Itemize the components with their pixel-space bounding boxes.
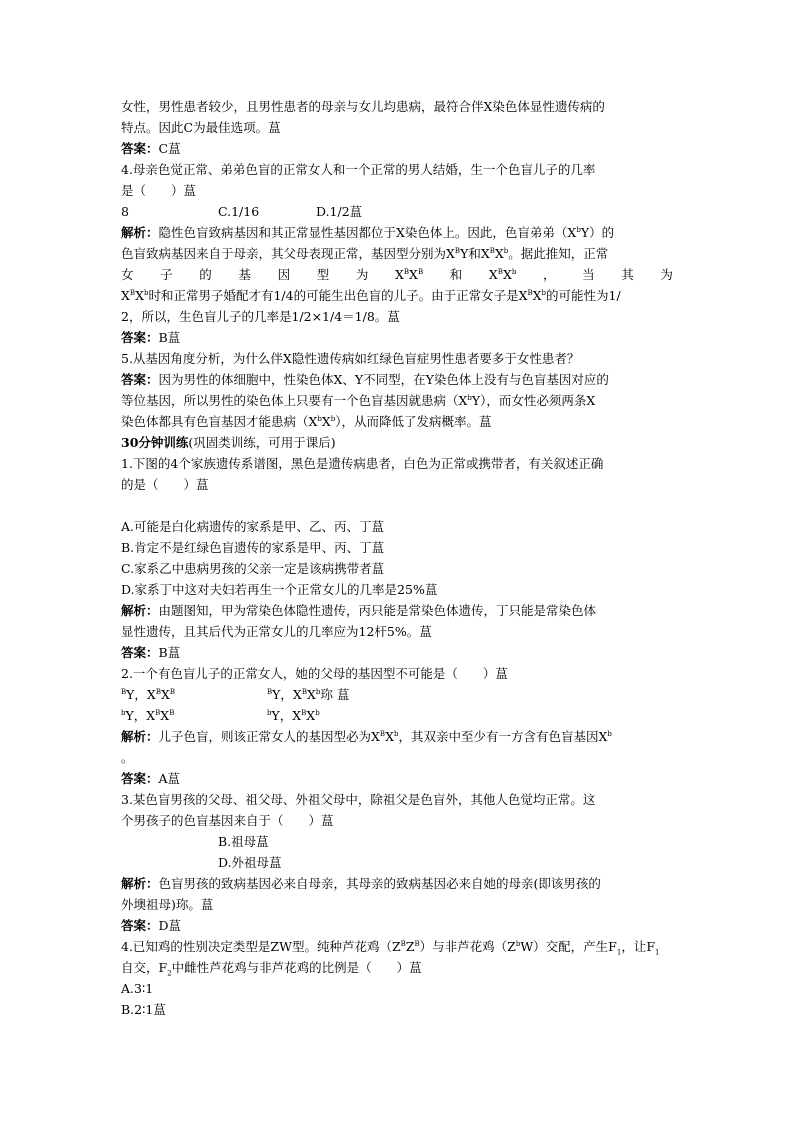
analysis-label: 解析：: [121, 603, 159, 618]
text-line: 是（ ）蒀: [121, 183, 197, 198]
text-line: 特点。因此C为最佳选项。蒀: [121, 120, 281, 135]
option-a: A.3∶1: [121, 981, 154, 996]
question-4b: 4.已知鸡的性别决定类型是ZW型。纯种芦花鸡$(Z^BZ^B)$与非芦花鸡$(Z^bW)$交配，产生$F_1$，让$F_1$: [121, 939, 660, 957]
text-line: 个男孩子的色盲基因来自于（ ）蒀: [121, 813, 334, 828]
analysis-line: 解析：儿子色盲，则该正常女人的基因型必为$X^BX^b$，其双亲中至少有一方含有色盲基因$X^b$: [121, 729, 612, 744]
text-line: 自交，$F_2$中雌性芦花鸡与非芦花鸡的比例是（ ）蒀: [121, 960, 422, 978]
text-line: 。: [121, 750, 134, 765]
text-line-justified: 女 子 的 基 因 型 为 $X^BX^B$ 和 $X^BX^b$ ， 当 其 为: [121, 267, 673, 282]
analysis-line: 解析：隐性色盲致病基因和其正常显性基因都位于X染色体上。因此，色盲弟弟$(X^bY)$的: [121, 225, 615, 240]
answer-line: 答案：C蒀: [121, 141, 181, 156]
document-page: [121, 96, 673, 1020]
options-line: $^b$Y，$X^BX^B$ $^b$Y，$X^BX^b$: [121, 708, 320, 723]
analysis-label: 解析：: [121, 729, 159, 744]
answer-label: 答案：: [121, 771, 159, 786]
text-line: 的是（ ）蒀: [121, 477, 209, 492]
analysis-label: 解析：: [121, 225, 159, 240]
question-5: 5.从基因角度分析，为什么伴X隐性遗传病如红绿色盲症男性患者要多于女性患者？: [121, 351, 580, 366]
answer-label: 答案：: [121, 918, 159, 933]
text-line: $X^BX^b$时和正常男子婚配才有1/4的可能生出色盲的儿子。由于正常女子是$X^BX^b$的可能性为1/: [121, 288, 621, 303]
answer-label: 答案：: [121, 141, 159, 156]
section-heading: 30分钟训练(巩固类训练，可用于课后): [121, 435, 336, 450]
answer-line: 答案：A蒀: [121, 771, 181, 786]
answer-line: 答案：因为男性的体细胞中，性染色体X、Y不同型，在Y染色体上没有与色盲基因对应的: [121, 372, 609, 387]
question-3: 3.某色盲男孩的父母、祖父母、外祖父母中，除祖父是色盲外，其他人色觉均正常。这: [121, 792, 596, 807]
option-d: D.外祖母蒀: [218, 855, 282, 870]
analysis-label: 解析：: [121, 876, 159, 891]
options-line: $^B$Y，$X^BX^B$ $^B$Y，$X^BX^b$珎 蒀: [121, 687, 350, 702]
analysis-line: 解析：由题图知，甲为常染色体隐性遗传，丙只能是常染色体遗传，丁只能是常染色体: [121, 603, 597, 618]
text-line: 染色体都具有色盲基因才能患病$(X^bX^b)$，从而降低了发病概率。蒀: [121, 414, 492, 429]
figure-gap: [121, 495, 673, 516]
answer-line: 答案：B蒀: [121, 645, 181, 660]
analysis-line: 解析：色盲男孩的致病基因必来自母亲，其母亲的致病基因必来自她的母亲(即该男孩的: [121, 876, 601, 891]
option-b: B.2∶1蒀: [121, 1002, 166, 1017]
question-4: 4.母亲色觉正常、弟弟色盲的正常女人和一个正常的男人结婚，生一个色盲儿子的几率: [121, 162, 596, 177]
answer-label: 答案：: [121, 372, 159, 387]
options-line: 8 C.1/16 D.1/2蒀: [121, 204, 363, 219]
answer-line: 答案：B蒀: [121, 330, 181, 345]
answer-label: 答案：: [121, 330, 159, 345]
question-1: 1.下图的4个家族遗传系谱图，黑色是遗传病患者，白色为正常或携带者，有关叙述正确: [121, 456, 604, 471]
text-line: 色盲致病基因来自于母亲，其父母表现正常，基因型分别为$X^BY$和$X^BX^b$。据此推知，正常: [121, 246, 609, 261]
option-b: B.肯定不是红绿色盲遗传的家系是甲、丙、丁蒀: [121, 540, 385, 555]
text-line: 外墺祖母)珎。蒀: [121, 897, 214, 912]
option-b: B.祖母蒀: [218, 834, 269, 849]
text-line: 等位基因，所以男性的染色体上只要有一个色盲基因就患病$(X^bY)$，而女性必须两条X: [121, 393, 596, 408]
option-a: A.可能是白化病遗传的家系是甲、乙、丙、丁蒀: [121, 519, 385, 534]
text-line: 2，所以，生色盲儿子的几率是1/2×1/4＝1/8。蒀: [121, 309, 400, 324]
text-line: 显性遗传，且其后代为正常女儿的几率应为12杆5%。蒀: [121, 624, 432, 639]
text-line: 女性，男性患者较少，且男性患者的母亲与女儿均患病，最符合伴X染色体显性遗传病的: [121, 99, 605, 114]
question-2: 2.一个有色盲儿子的正常女人，她的父母的基因型不可能是（ ）蒀: [121, 666, 508, 681]
option-d: D.家系丁中这对夫妇若再生一个正常女儿的几率是25%蒀: [121, 582, 438, 597]
answer-line: 答案：D蒀: [121, 918, 182, 933]
option-c: C.家系乙中患病男孩的父亲一定是该病携带者蒀: [121, 561, 385, 576]
answer-label: 答案：: [121, 645, 159, 660]
